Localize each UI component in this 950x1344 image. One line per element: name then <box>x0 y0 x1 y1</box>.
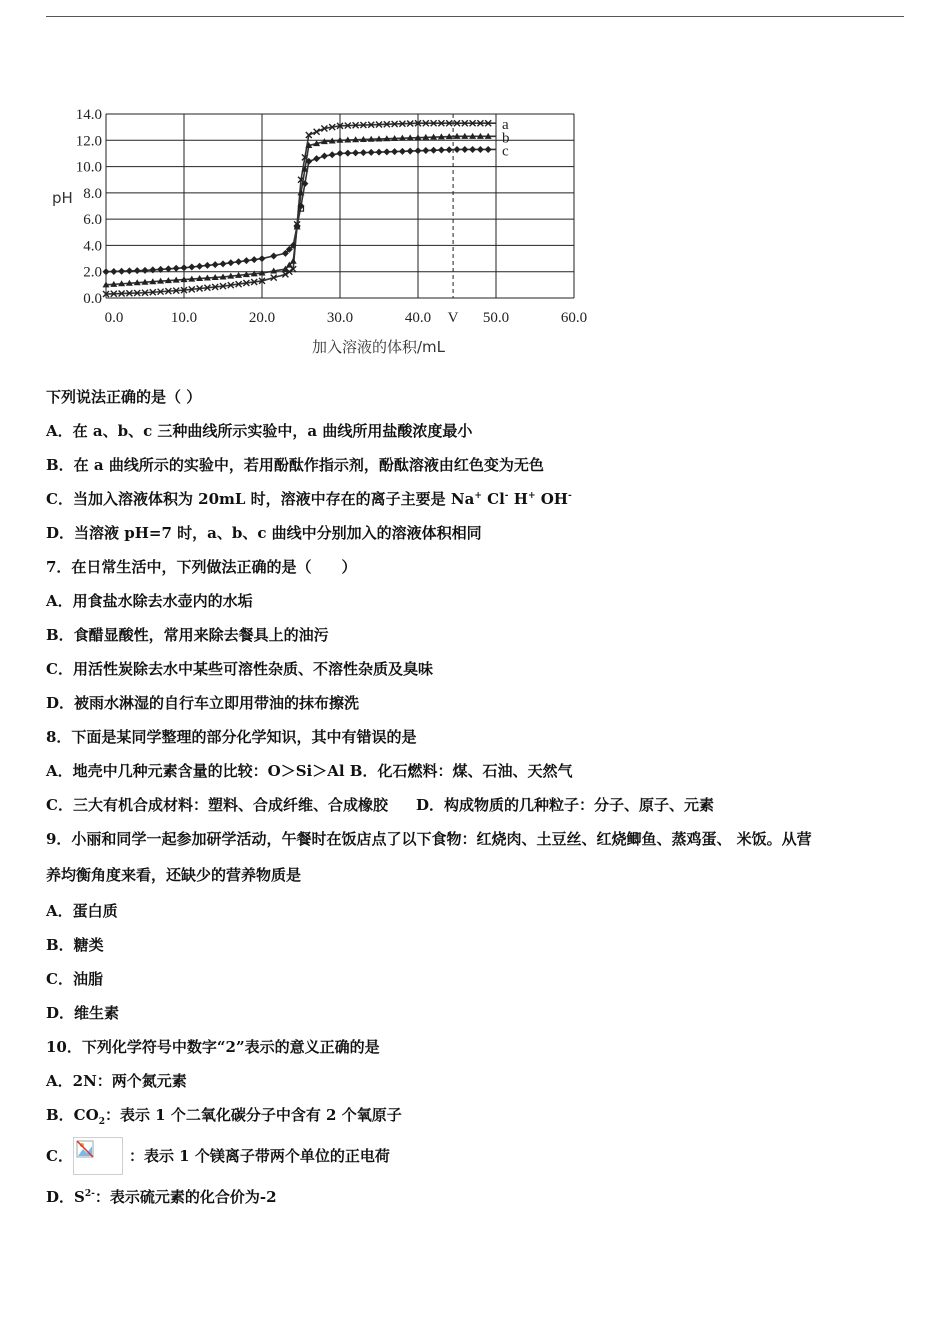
x-tick-label: 40.0 <box>404 310 432 326</box>
series-marker-c <box>329 151 336 158</box>
q7-option-b: B．食醋显酸性，常用来除去餐具上的油污 <box>46 626 329 644</box>
q8-option-d: D．构成物质的几种粒子：分子、原子、元素 <box>415 796 714 814</box>
y-tick-label: 2.0 <box>83 264 102 281</box>
x-tick-label: 30.0 <box>326 310 354 326</box>
series-marker-c <box>430 147 437 154</box>
q10-d-text: ：表示硫元素的化合价为-2 <box>94 1188 277 1206</box>
x-tick-label: V <box>447 310 459 326</box>
series-marker-a <box>314 129 320 135</box>
y-tick-label: 0.0 <box>83 291 102 307</box>
q7-option-c: C．用活性炭除去水中某些可溶性杂质、不溶性杂质及臭味 <box>46 660 433 678</box>
series-marker-c <box>181 264 188 271</box>
y-axis-title: pH <box>52 189 73 208</box>
series-marker-c <box>204 262 211 269</box>
y-tick-label: 14.0 <box>75 107 102 123</box>
series-marker-c <box>313 155 320 162</box>
q9-option-a: A．蛋白质 <box>46 902 118 920</box>
q10-option-a: A．2N：两个氮元素 <box>46 1072 187 1090</box>
q10-prompt: 10．下列化学符号中数字“2”表示的意义正确的是 <box>46 1038 380 1056</box>
h-charge: + <box>527 491 536 501</box>
top-rule <box>46 16 904 17</box>
q10-b-subscript: 2 <box>98 1117 105 1127</box>
x-axis-title: 加入溶液的体积/mL <box>312 338 446 356</box>
series-marker-c <box>391 148 398 155</box>
q10-option-c <box>46 1132 916 1180</box>
series-marker-c <box>469 146 476 153</box>
series-marker-c <box>415 147 422 154</box>
q7-option-a: A．用食盐水除去水壶内的水垢 <box>46 592 253 610</box>
series-label-b: b <box>502 130 510 147</box>
series-marker-c <box>461 146 468 153</box>
oh-ion: OH <box>540 490 568 508</box>
q9-option-c: C．油脂 <box>46 970 103 988</box>
series-marker-c <box>360 149 367 156</box>
series-marker-c <box>110 268 117 275</box>
cl-ion: Cl <box>487 490 505 508</box>
q6-option-d: D．当溶液 pH=7 时，a、b、c 曲线中分别加入的溶液体积相同 <box>46 524 482 542</box>
q10-option-b <box>46 1098 916 1132</box>
q9-option-d: D．维生素 <box>46 1004 120 1022</box>
y-tick-label: 4.0 <box>83 238 102 255</box>
oh-charge: - <box>567 491 572 501</box>
x-tick-label: 10.0 <box>170 310 198 326</box>
cl-charge: - <box>504 491 509 501</box>
titration-chart <box>40 96 620 366</box>
broken-image-icon <box>73 1137 123 1175</box>
series-marker-c <box>126 267 133 274</box>
series-marker-b <box>290 258 297 264</box>
series-marker-c <box>344 150 351 157</box>
series-marker-c <box>352 149 359 156</box>
q8-option-ab: A．地壳中几种元素含量的比较：O＞Si＞Al B．化石燃料：煤、石油、天然气 <box>46 762 573 780</box>
series-marker-c <box>235 258 242 265</box>
series-marker-c <box>270 252 277 259</box>
series-marker-c <box>220 260 227 267</box>
series-marker-c <box>321 153 328 160</box>
x-tick-label: 60.0 <box>560 310 588 326</box>
q10-d-superscript: 2- <box>84 1189 95 1199</box>
na-charge: + <box>474 491 482 501</box>
q6-prompt: 下列说法正确的是（ ） <box>46 388 202 406</box>
series-marker-c <box>368 149 375 156</box>
series-marker-c <box>243 257 250 264</box>
series-marker-c <box>196 263 203 270</box>
q8-option-c: C．三大有机合成材料：塑料、合成纤维、合成橡胶 <box>46 796 388 814</box>
question-list <box>46 380 916 1214</box>
series-marker-c <box>173 265 180 272</box>
q10-c-text: ：表示 1 个镁离子带两个单位的正电荷 <box>128 1147 390 1165</box>
q10-option-d <box>46 1180 916 1214</box>
q6-c-text: C．当加入溶液体积为 20mL 时，溶液中存在的离子主要是 Na <box>46 490 475 508</box>
series-marker-c <box>446 146 453 153</box>
series-marker-c <box>376 149 383 156</box>
q6-option-b: B．在 a 曲线所示的实验中，若用酚酞作指示剂，酚酞溶液由红色变为无色 <box>46 456 544 474</box>
series-marker-c <box>188 263 195 270</box>
series-marker-c <box>142 267 149 274</box>
series-marker-c <box>118 268 125 275</box>
q9-option-b: B．糖类 <box>46 936 104 954</box>
q10-b-formula: B．CO <box>46 1106 99 1124</box>
q10-b-text: ：表示 1 个二氧化碳分子中含有 2 个氧原子 <box>104 1106 402 1124</box>
q9-prompt-line2: 养均衡角度来看，还缺少的营养物质是 <box>46 866 302 884</box>
h-ion: H <box>513 490 528 508</box>
series-label-a: a <box>502 117 509 134</box>
series-marker-c <box>399 148 406 155</box>
series-marker-c <box>227 259 234 266</box>
x-tick-label: 50.0 <box>482 310 510 326</box>
series-marker-c <box>259 255 266 262</box>
y-tick-label: 6.0 <box>83 212 102 229</box>
series-marker-c <box>438 147 445 154</box>
y-tick-label: 10.0 <box>75 159 102 176</box>
series-marker-c <box>383 148 390 155</box>
series-marker-c <box>103 268 110 275</box>
y-tick-label: 8.0 <box>83 185 102 202</box>
y-tick-label: 12.0 <box>75 133 102 150</box>
series-marker-c <box>251 256 258 263</box>
q10-d-formula: D．S <box>46 1188 85 1206</box>
series-marker-c <box>485 146 492 153</box>
q8-prompt: 8．下面是某同学整理的部分化学知识，其中有错误的是 <box>46 728 417 746</box>
series-marker-c <box>212 261 219 268</box>
q6-option-a: A．在 a、b、c 三种曲线所示实验中，a 曲线所用盐酸浓度最小 <box>46 422 473 440</box>
chart-svg <box>40 96 620 366</box>
q7-prompt: 7．在日常生活中，下列做法正确的是（ ） <box>46 558 357 576</box>
series-marker-c <box>422 147 429 154</box>
x-tick-label: 20.0 <box>248 310 276 326</box>
series-marker-c <box>337 150 344 157</box>
series-marker-c <box>407 148 414 155</box>
x-tick-label: 0.0 <box>104 310 124 326</box>
q7-option-d: D．被雨水淋湿的自行车立即用带油的抹布擦洗 <box>46 694 360 712</box>
q10-c-label: C． <box>46 1147 73 1165</box>
series-label-c: c <box>502 143 509 160</box>
q9-prompt-line1: 9．小丽和同学一起参加研学活动，午餐时在饭店点了以下食物：红烧肉、土豆丝、红烧鲫鱼、蒸鸡蛋、 米饭。从营 <box>46 830 812 848</box>
series-marker-c <box>477 146 484 153</box>
series-marker-c <box>149 266 156 273</box>
series-marker-c <box>454 146 461 153</box>
q6-option-c <box>46 482 916 516</box>
series-marker-c <box>134 267 141 274</box>
q8-option-cd <box>46 788 916 822</box>
